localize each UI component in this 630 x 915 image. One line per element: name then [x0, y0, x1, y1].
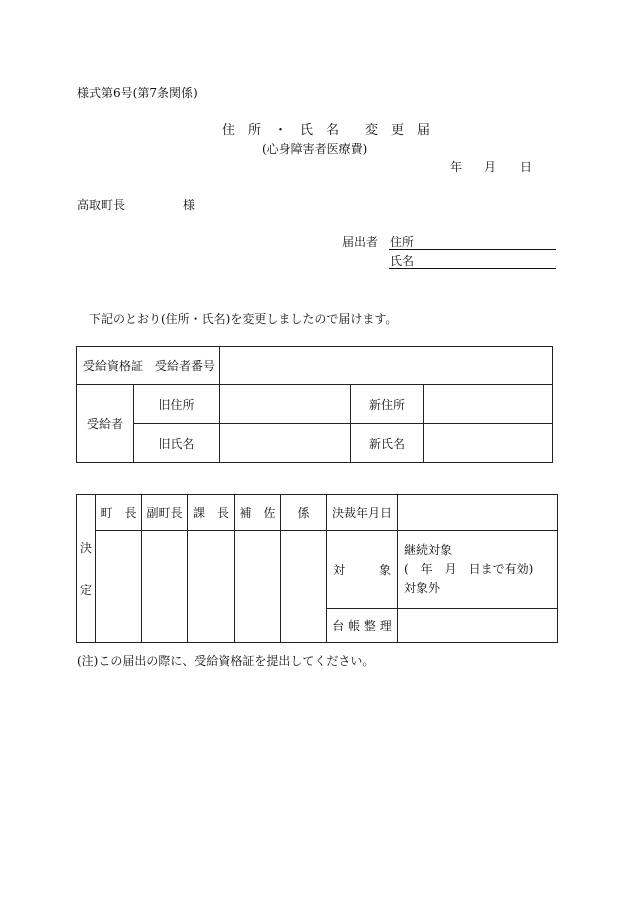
date-month-label: 月 — [484, 160, 497, 174]
target-char-2: 象 — [378, 563, 391, 577]
note-text: (注)この届出の際に、受給資格証を提出してください。 — [77, 654, 375, 668]
new-address-value — [424, 385, 553, 424]
option-continue: 継続対象 — [404, 543, 453, 557]
recipient-label: 受給者 — [77, 385, 134, 463]
decision-date-value — [398, 495, 558, 531]
decision-side-char-1: 決 — [79, 540, 92, 555]
stamp-section-chief — [188, 531, 235, 643]
ledger-value — [398, 609, 558, 643]
addressee-name: 高取町長 — [77, 198, 126, 212]
date-day-label: 日 — [520, 160, 533, 174]
new-address-label: 新住所 — [351, 385, 424, 424]
stamp-staff — [281, 531, 327, 643]
header-staff: 係 — [281, 495, 327, 531]
stamp-deputy-mayor — [142, 531, 188, 643]
stamp-assistant — [235, 531, 281, 643]
document-subtitle: (心身障害者医療費) — [262, 142, 368, 156]
old-address-label: 旧住所 — [134, 385, 220, 424]
header-section-chief: 課 長 — [188, 495, 235, 531]
option-excluded: 対象外 — [404, 581, 441, 595]
old-address-value — [220, 385, 351, 424]
decision-table — [76, 494, 558, 643]
address-underline — [389, 249, 556, 250]
document-title: 住 所 ・ 氏 名 変 更 届 — [222, 123, 431, 138]
cert-number-label: 受給資格証 受給者番号 — [77, 347, 220, 385]
stamp-mayor — [96, 531, 142, 643]
date-year-label: 年 — [450, 160, 463, 174]
new-name-label: 新氏名 — [351, 424, 424, 463]
option-valid-until: ( 年 月 日まで有効) — [404, 562, 534, 576]
ledger-label: 台 帳 整 理 — [327, 609, 398, 643]
body-text: 下記のとおり(住所・氏名)を変更しましたので届けます。 — [89, 312, 398, 326]
header-assistant: 補 佐 — [235, 495, 281, 531]
cert-number-value — [220, 347, 553, 385]
addressee-honorific: 様 — [183, 198, 196, 212]
old-name-value — [220, 424, 351, 463]
header-mayor: 町 長 — [96, 495, 142, 531]
decision-date-label: 決裁年月日 — [327, 495, 398, 531]
name-underline — [389, 268, 556, 269]
header-deputy-mayor: 副町長 — [142, 495, 188, 531]
form-number: 様式第6号(第7条関係) — [77, 86, 198, 100]
recipient-table — [76, 346, 553, 463]
target-char-1: 対 — [333, 563, 346, 577]
applicant-address-label: 住所 — [390, 235, 415, 249]
old-name-label: 旧氏名 — [134, 424, 220, 463]
applicant-name-label: 氏名 — [390, 254, 415, 268]
target-label — [327, 531, 398, 609]
decision-side-label — [77, 495, 96, 643]
decision-side-char-2: 定 — [79, 582, 92, 597]
applicant-label: 届出者 — [342, 235, 379, 249]
new-name-value — [424, 424, 553, 463]
target-options — [398, 531, 558, 609]
